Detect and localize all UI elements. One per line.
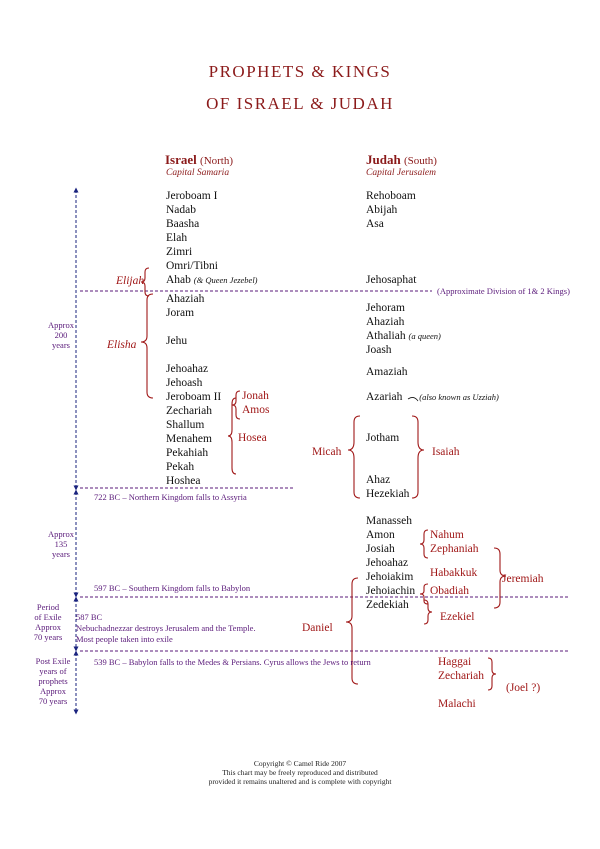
side-line: years [52,340,70,350]
judah-name: Judah [366,152,401,167]
athaliah-note: (a queen) [408,331,441,341]
israel-king: Pekah [166,461,195,473]
judah-king: Jehoiachin [366,585,416,597]
prophet-ezekiel: Ezekiel [440,611,475,623]
israel-king-ahab [166,274,258,286]
prophet-joel: (Joel ?) [506,682,541,694]
athaliah-label: Athaliah [366,330,406,342]
israel-king: Ahaziah [166,293,205,305]
side-label-exile [22,602,74,642]
israel-region: (North) [200,155,234,167]
side-line: of Exile [34,612,62,622]
judah-king: Joash [366,344,392,356]
side-line: prophets [38,676,68,686]
israel-king: Jeroboam I [166,190,218,202]
judah-king: Zedekiah [366,599,409,611]
note-return: 539 BC – Babylon falls to the Medes & Persians. Cyrus allows the Jews to return [94,657,371,667]
judah-king: Rehoboam [366,190,416,202]
israel-king: Hoshea [166,475,201,487]
ahab-label: Ahab [166,274,191,286]
prophet-nahum: Nahum [430,529,464,541]
israel-king: Joram [166,307,195,319]
israel-king: Jeroboam II [166,391,222,403]
judah-king: Amaziah [366,366,408,378]
footer-line-2: This chart may be freely reproduced and distributed [222,768,378,777]
prophet-zechariah: Zechariah [438,670,484,682]
israel-king: Jehoahaz [166,363,209,375]
prophet-malachi: Malachi [438,698,476,710]
prophet-jeremiah: Jeremiah [502,573,544,585]
note-fall-south: 597 BC – Southern Kingdom falls to Babylon [94,583,251,593]
prophet-zephaniah: Zephaniah [430,543,479,555]
israel-king: Jehu [166,335,188,347]
prophet-habakkuk: Habakkuk [430,567,478,579]
prophet-obadiah: Obadiah [430,585,469,597]
note-fall-north: 722 BC – Northern Kingdom falls to Assyria [94,492,247,502]
side-line: 200 [54,330,68,340]
judah-king: Manasseh [366,515,412,527]
side-line: Approx [48,529,74,539]
side-line: Approx [48,320,74,330]
judah-king: Asa [366,218,384,230]
israel-name: Israel [165,152,197,167]
judah-king-athaliah [366,330,441,342]
azariah-label: Azariah [366,391,403,403]
footer-copyright: Copyright © Camel Ride 2007 [253,759,347,768]
prophet-elisha: Elisha [107,339,137,351]
side-line: Approx [35,622,61,632]
judah-king: Jotham [366,432,400,444]
title-line-1: PROPHETS & KINGS [208,62,392,81]
side-line: 70 years [38,696,68,706]
prophet-elijah: Elijah [116,275,145,287]
note-exile-text: Most people taken into exile [76,634,173,644]
note-destruction-year: 587 BC [76,612,103,622]
judah-capital: Capital Jerusalem [366,168,436,178]
israel-king: Omri/Tibni [166,260,218,272]
judah-king-azariah [366,391,499,403]
israel-king: Shallum [166,419,205,431]
israel-king: Nadab [166,204,197,216]
judah-king: Ahaz [366,474,391,486]
judah-king: Jehoiakim [366,571,414,583]
israel-king: Jehoash [166,377,203,389]
judah-king: Ahaziah [366,316,405,328]
azariah-note: (also known as Uzziah) [419,392,499,402]
division-note: (Approximate Division of 1& 2 Kings) [437,286,570,296]
judah-king: Amon [366,529,395,541]
judah-king: Jehoram [366,302,405,314]
judah-king: Hezekiah [366,488,410,500]
side-line: 70 years [33,632,63,642]
israel-king: Pekahiah [166,447,209,459]
israel-king: Zimri [166,246,193,258]
israel-king: Zechariah [166,405,212,417]
side-line: years [52,549,70,559]
prophet-hosea: Hosea [238,432,267,444]
title-line-2: OF ISRAEL & JUDAH [206,94,394,113]
side-line: 135 [54,539,68,549]
judah-king: Jehoahaz [366,557,409,569]
judah-king: Josiah [366,543,395,555]
prophet-haggai: Haggai [438,656,472,668]
side-line: Post Exile [35,656,71,666]
prophet-jonah: Jonah [242,390,269,402]
israel-king: Baasha [166,218,200,230]
side-label-approx-135 [46,529,76,559]
note-destruction-text: Nebuchadnezzar destroys Jerusalem and the Temple. [76,623,256,633]
footer-line-3: provided it remains unaltered and is complete with copyright [208,777,392,786]
judah-region: (South) [403,155,437,167]
judah-king: Abijah [366,204,398,216]
prophet-daniel: Daniel [302,622,333,634]
prophet-micah: Micah [312,446,342,458]
side-line: Period [36,602,60,612]
side-line: years of [39,666,67,676]
prophet-amos: Amos [242,404,270,416]
israel-king: Menahem [166,433,212,445]
side-line: Approx [40,686,66,696]
side-label-postexile [30,656,76,706]
israel-capital: Capital Samaria [166,168,230,178]
israel-king: Elah [166,232,188,244]
ahab-note: (& Queen Jezebel) [193,275,258,285]
side-label-approx-200 [46,320,76,350]
judah-king: Jehosaphat [366,274,417,286]
prophet-isaiah: Isaiah [432,446,460,458]
